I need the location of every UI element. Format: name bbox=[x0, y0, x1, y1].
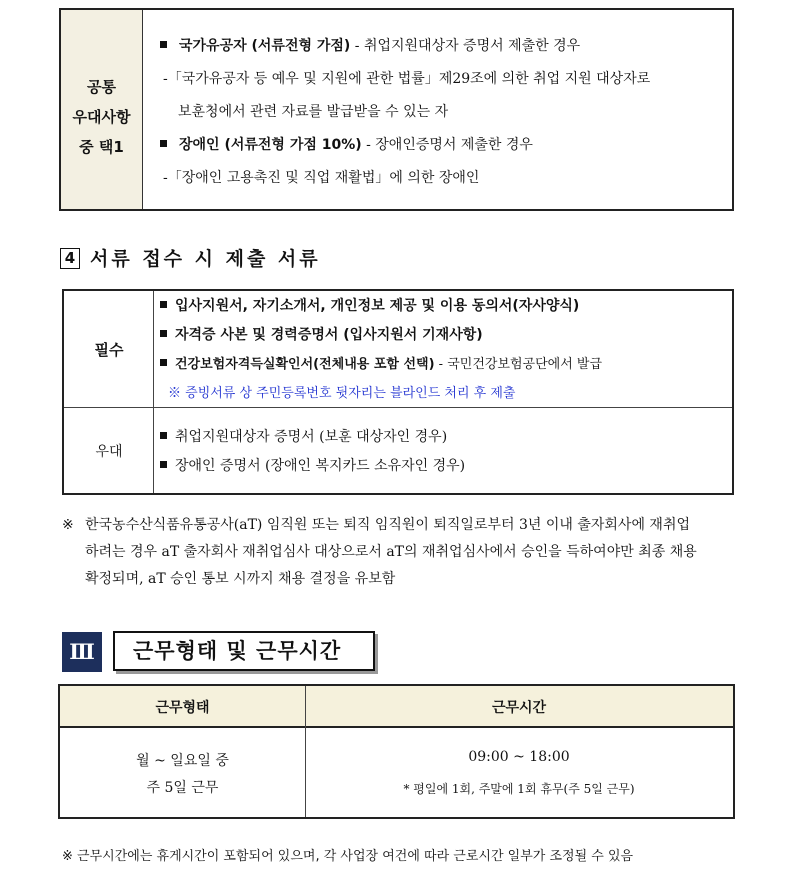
preferred-label: 우대 bbox=[95, 444, 123, 460]
preference-header-cell bbox=[61, 10, 143, 209]
required-doc-1: 입사지원서, 자기소개서, 개인정보 제공 및 이용 동의서(자사양식) bbox=[160, 295, 579, 315]
reemployment-note bbox=[62, 512, 742, 593]
section-3-title: 근무형태 및 근무시간 bbox=[113, 631, 375, 671]
section-4-heading bbox=[60, 244, 321, 271]
note-line1: 한국농수산식품유통공사(aT) 임직원 또는 퇴직 임직원이 퇴직일로부터 3년 이내 출자회사에 재취업 bbox=[85, 517, 691, 533]
preference-header-line3: 중 택1 bbox=[79, 138, 124, 156]
disabled-rest: - 장애인증명서 제출한 경우 bbox=[361, 137, 533, 153]
veteran-detail-line2: 보훈청에서 관련 자료를 발급받을 수 있는 자 bbox=[178, 104, 449, 120]
required-doc-3: 건강보험자격득실확인서(전체내용 포함 선택) - 국민건강보험공단에서 발급 bbox=[160, 353, 602, 372]
work-hours-note: * 평일에 1회, 주말에 1회 휴무(주 5일 근무) bbox=[403, 782, 635, 796]
work-hours-header: 근무시간 bbox=[491, 700, 547, 716]
section-3-number: Ⅲ bbox=[62, 632, 102, 672]
row-divider bbox=[64, 407, 732, 408]
section-number-box: 4 bbox=[60, 248, 80, 269]
preferred-doc-1: 취업지원대상자 증명서 (보훈 대상자인 경우) bbox=[160, 426, 447, 446]
footnote: ※ 근무시간에는 휴게시간이 포함되어 있으며, 각 사업장 여건에 따라 근로시간 일부가 조정될 수 있음 bbox=[62, 849, 634, 864]
work-hours-value: 09:00 ~ 18:00 bbox=[468, 749, 570, 765]
preference-item-disabled bbox=[160, 134, 533, 154]
bullet-square-icon bbox=[160, 301, 167, 308]
documents-label-column bbox=[64, 291, 154, 493]
section-4-title: 서류 접수 시 제출 서류 bbox=[90, 248, 321, 270]
work-table bbox=[58, 684, 735, 819]
veteran-bold: 국가유공자 (서류전형 가점) bbox=[179, 38, 351, 54]
required-doc-2: 자격증 사본 및 경력증명서 (입사지원서 기재사항) bbox=[160, 324, 483, 344]
bullet-square-icon bbox=[160, 461, 167, 468]
bullet-square-icon bbox=[160, 432, 167, 439]
disabled-detail-line1: -「장애인 고용촉진 및 직업 재활법」에 의한 장애인 bbox=[163, 170, 480, 186]
disabled-bold: 장애인 (서류전형 가점 10%) bbox=[179, 137, 362, 153]
required-label: 필수 bbox=[94, 341, 124, 359]
veteran-detail-line1: -「국가유공자 등 예우 및 지원에 관한 법률」제29조에 의한 취업 지원 대상자로 bbox=[163, 71, 651, 87]
required-note: ※ 증빙서류 상 주민등록번호 뒷자리는 블라인드 처리 후 제출 bbox=[168, 386, 516, 401]
note-line2: 하려는 경우 aT 출자회사 재취업심사 대상으로서 aT의 재취업심사에서 승인을 득하여야만 최종 채용 bbox=[85, 544, 697, 560]
work-type-line1: 월 ~ 일요일 중 bbox=[136, 753, 229, 769]
note-line3: 확정되며, aT 승인 통보 시까지 채용 결정을 유보함 bbox=[85, 571, 396, 587]
work-type-header: 근무형태 bbox=[155, 700, 210, 716]
bullet-square-icon bbox=[160, 41, 167, 48]
work-type-line2: 주 5일 근무 bbox=[146, 780, 219, 796]
work-type-cell bbox=[60, 748, 305, 802]
veteran-rest: - 취업지원대상자 증명서 제출한 경우 bbox=[350, 38, 581, 54]
bullet-square-icon bbox=[160, 140, 167, 147]
preference-header-line1: 공통 bbox=[87, 78, 116, 96]
preference-header-line2: 우대사항 bbox=[72, 108, 131, 126]
preference-item-veteran bbox=[160, 35, 580, 55]
bullet-square-icon bbox=[160, 330, 167, 337]
note-mark: ※ bbox=[62, 517, 74, 533]
preferred-doc-2: 장애인 증명서 (장애인 복지카드 소유자인 경우) bbox=[160, 455, 465, 475]
bullet-square-icon bbox=[160, 359, 167, 366]
